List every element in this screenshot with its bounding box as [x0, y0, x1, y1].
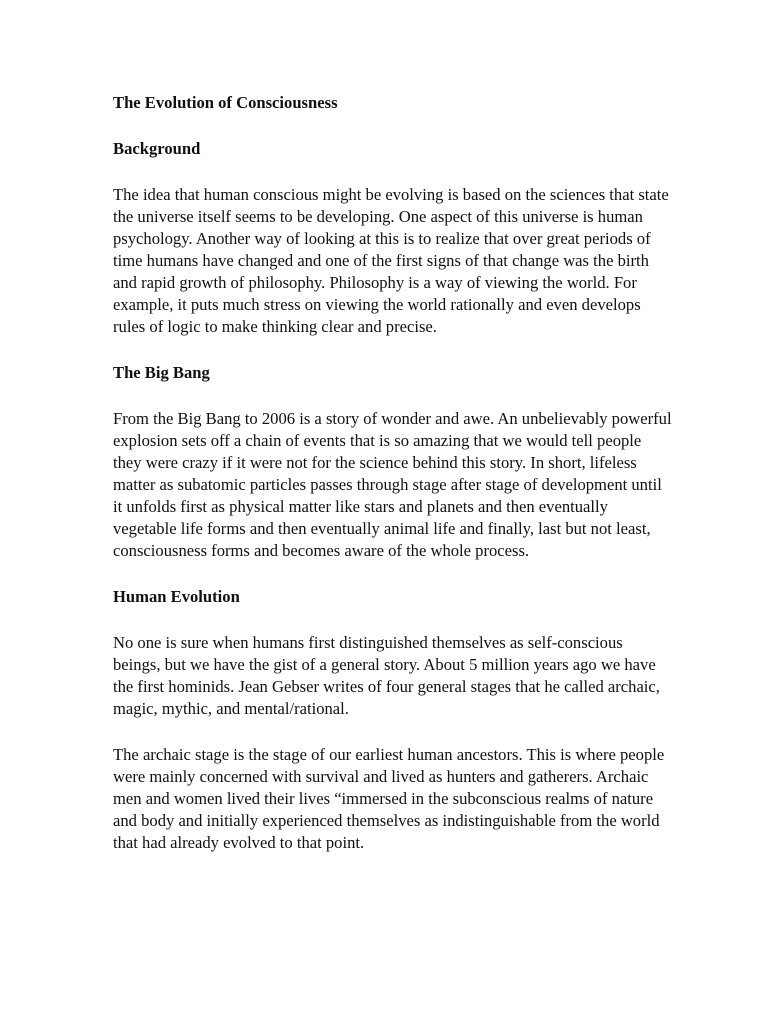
section-heading-human-evolution: Human Evolution — [113, 587, 240, 606]
paragraph: The archaic stage is the stage of our earliest human ancestors. This is where people were mainly concerned with survival and lived as hunters and gatherers. Archaic men and women lived their lives “immersed in the subconscious realms of nature and body and initially experienced themselves as indistinguishable from the world that had already evolved to that point. — [113, 745, 665, 852]
section-heading-big-bang: The Big Bang — [113, 363, 210, 382]
paragraph: From the Big Bang to 2006 is a story of wonder and awe. An unbelievably powerful explosion sets off a chain of events that is so amazing that we would tell people they were crazy if it were not for the science behind this story. In short, lifeless matter as subatomic particles passes through stage after stage of development until it unfolds first as physical matter like stars and planets and then eventually vegetable life forms and then eventually animal life and finally, last but not least, consciousness forms and becomes aware of the whole process. — [113, 409, 672, 560]
paragraph: No one is sure when humans first distinguished themselves as self-conscious beings, but we have the gist of a general story. About 5 million years ago we have the first hominids. Jean Gebser writes of four general stages that he called archaic, magic, mythic, and mental/rational. — [113, 633, 660, 718]
document-title: The Evolution of Consciousness — [113, 93, 338, 112]
paragraph: The idea that human conscious might be evolving is based on the sciences that state the universe itself seems to be developing. One aspect of this universe is human psychology. Another way of looking at this is to realize that over great periods of time humans have changed and one of the first signs of that change was the birth and rapid growth of philosophy. Philosophy is a way of viewing the world. For example, it puts much stress on viewing the world rationally and even develops rules of logic to make thinking clear and precise. — [113, 185, 669, 336]
document-body — [113, 92, 673, 878]
section-heading-background: Background — [113, 139, 201, 158]
